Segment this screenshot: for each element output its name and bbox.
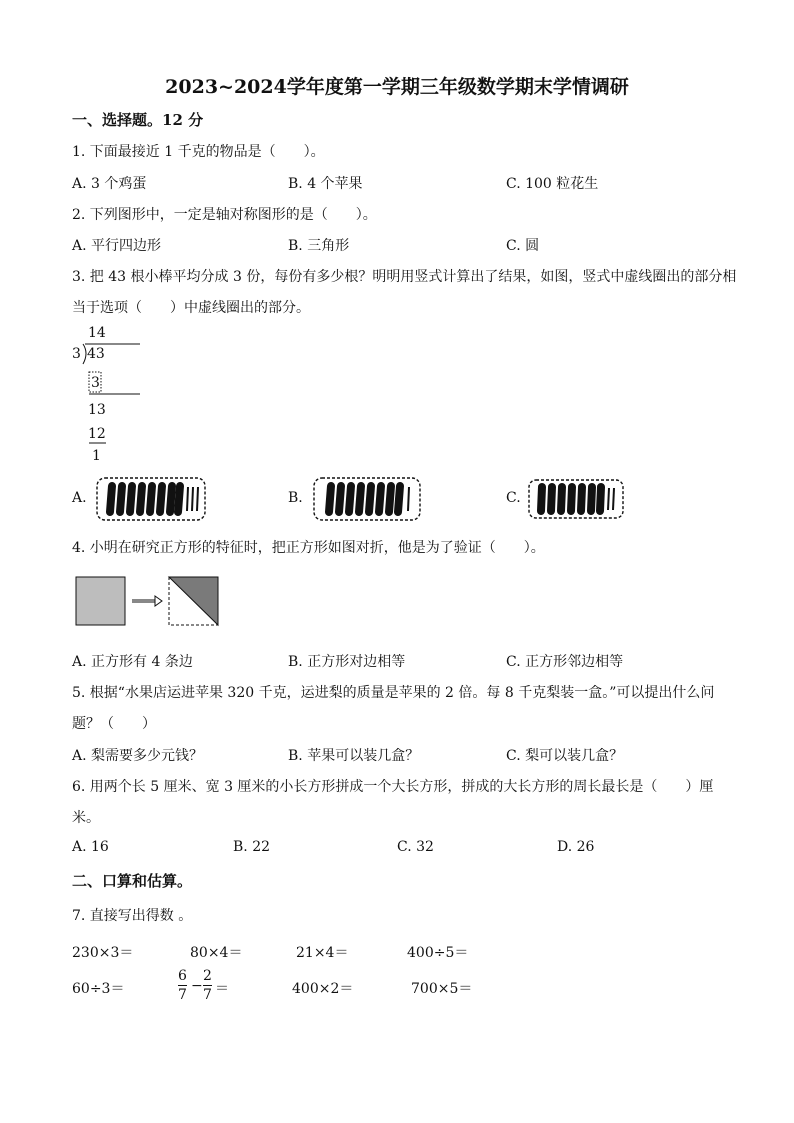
option-c-sticks-image <box>527 478 625 520</box>
question-4-option-b: B. 正方形对边相等 <box>288 654 406 670</box>
question-5-option-b: B. 苹果可以装几盒？ <box>288 748 420 764</box>
division-remainder: 1 <box>92 448 101 464</box>
question-5-stem-line-1: 5. 根据“水果店运进苹果 320 千克，运进梨的质量是苹果的 2 倍。每 8 千克梨装一盒。”可以提出什么问 <box>72 685 715 701</box>
fraction-minus-sign: − <box>191 978 203 994</box>
section-heading-choice: 一、选择题。12 分 <box>72 111 204 129</box>
square-folding-diagram <box>75 576 221 628</box>
question-2-option-a: A. 平行四边形 <box>72 238 162 254</box>
question-4-option-c: C. 正方形邻边相等 <box>506 654 624 670</box>
question-1-option-c: C. 100 粒花生 <box>506 176 599 192</box>
calc-item-2: 80×4＝ <box>190 945 243 961</box>
question-5-stem-line-2: 题？（ ） <box>72 716 156 732</box>
division-divisor: 3 <box>72 346 81 362</box>
fraction-1-numerator: 6 <box>178 968 187 984</box>
question-5-option-a: A. 梨需要多少元钱？ <box>72 748 204 764</box>
question-2-option-b: B. 三角形 <box>288 238 350 254</box>
option-a-sticks-image <box>95 476 207 522</box>
question-3-stem-line-2: 当于选项（ ）中虚线圈出的部分。 <box>72 300 310 316</box>
question-6-option-b: B. 22 <box>233 839 271 855</box>
fraction-2-numerator: 2 <box>203 968 212 984</box>
fraction-six-sevenths <box>178 968 187 1003</box>
question-3-stem-line-1: 3. 把 43 根小棒平均分成 3 份，每份有多少根？明明用竖式计算出了结果，如图，竖式中虚线圈出的部分相 <box>72 269 737 285</box>
calc-item-8: 700×5＝ <box>411 981 473 997</box>
division-bracket-lines <box>70 343 150 463</box>
question-6-stem-line-1: 6. 用两个长 5 厘米、宽 3 厘米的小长方形拼成一个大长方形，拼成的大长方形的周长最长是（ ）厘 <box>72 779 714 795</box>
question-7-stem: 7. 直接写出得数 。 <box>72 908 193 924</box>
division-dividend: 43 <box>87 346 105 362</box>
calc-item-5: 60÷3＝ <box>72 981 125 997</box>
calc-item-3: 21×4＝ <box>296 945 349 961</box>
fraction-1-bar <box>178 985 187 986</box>
page-title: 2023~2024学年度第一学期三年级数学期末学情调研 <box>165 76 629 98</box>
question-5-option-c: C. 梨可以装几盒？ <box>506 748 624 764</box>
division-quotient: 14 <box>88 325 106 341</box>
question-6-stem-line-2: 米。 <box>72 810 100 826</box>
division-step-boxed: 3 <box>91 375 100 391</box>
question-6-option-c: C. 32 <box>397 839 434 855</box>
fraction-2-bar <box>203 985 212 986</box>
question-3-option-c: C. <box>506 490 521 506</box>
division-step-12: 12 <box>88 426 106 442</box>
question-3-option-a: A. <box>72 490 87 506</box>
calc-item-1: 230×3＝ <box>72 945 134 961</box>
question-6-option-a: A. 16 <box>72 839 109 855</box>
option-b-sticks-image <box>312 476 422 522</box>
fraction-equals-sign: ＝ <box>215 981 229 997</box>
question-6-option-d: D. 26 <box>557 839 595 855</box>
section-heading-mental-arithmetic: 二、口算和估算。 <box>72 872 193 890</box>
fraction-1-denominator: 7 <box>178 987 187 1003</box>
question-4-option-a: A. 正方形有 4 条边 <box>72 654 193 670</box>
calc-item-7: 400×2＝ <box>292 981 354 997</box>
question-3-option-b: B. <box>288 490 303 506</box>
question-4-stem: 4. 小明在研究正方形的特征时，把正方形如图对折，他是为了验证（ ）。 <box>72 540 545 556</box>
question-2-stem: 2. 下列图形中，一定是轴对称图形的是（ ）。 <box>72 207 377 223</box>
fraction-2-denominator: 7 <box>203 987 212 1003</box>
question-1-stem: 1. 下面最接近 1 千克的物品是（ ）。 <box>72 144 325 160</box>
calc-item-4: 400÷5＝ <box>407 945 469 961</box>
question-1-option-a: A. 3 个鸡蛋 <box>72 176 147 192</box>
question-2-option-c: C. 圆 <box>506 238 540 254</box>
division-step-13: 13 <box>88 402 106 418</box>
question-1-option-b: B. 4 个苹果 <box>288 176 363 192</box>
fraction-two-sevenths <box>203 968 212 1003</box>
